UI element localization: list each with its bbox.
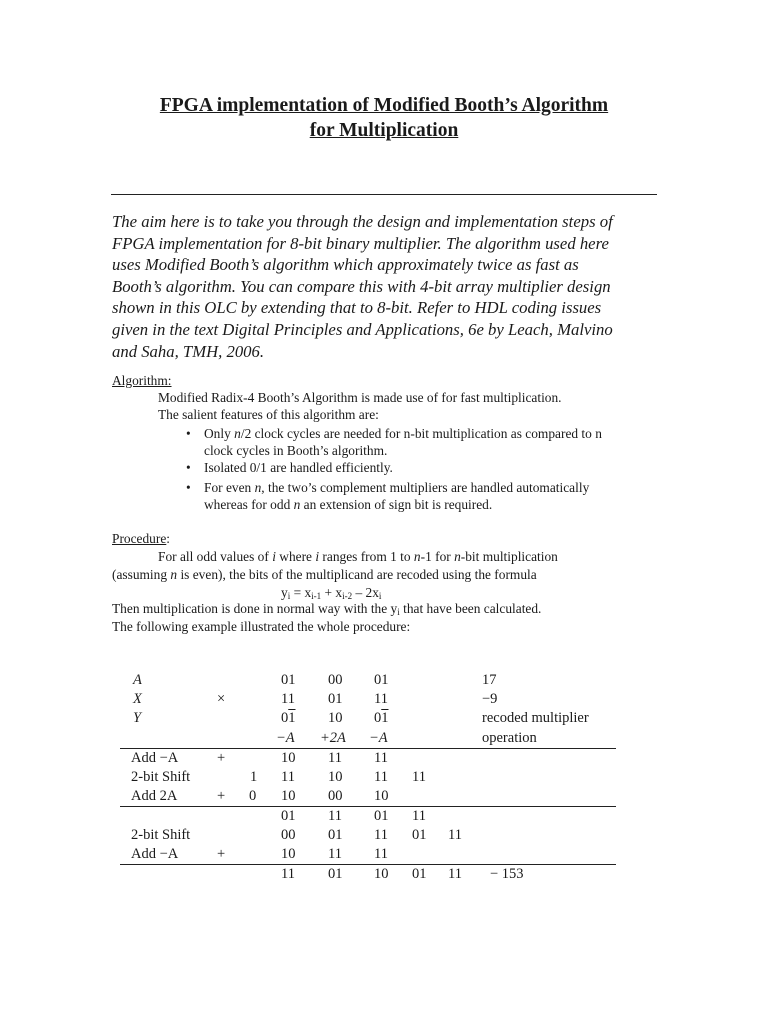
bullet-1-b: /2 clock cycles are needed for n-bit multiplication as compared to n — [240, 426, 602, 441]
p2-a: (assuming — [112, 567, 171, 582]
algorithm-line-1: Modified Radix-4 Booth’s Algorithm is made use of for fast multiplication. — [158, 390, 562, 405]
cell: 11 — [374, 750, 388, 766]
title-line-2: for Multiplication — [309, 120, 459, 141]
cell: 10 — [281, 788, 296, 804]
intro-line: uses Modified Booth’s algorithm which approximately twice as fast as — [112, 255, 579, 275]
cell: 11 — [281, 866, 295, 882]
cell: 10 — [374, 788, 389, 804]
bullet-3-cont-b: an extension of sign bit is required. — [300, 497, 493, 512]
f-p: + x — [321, 585, 343, 600]
bullet-3-text — [204, 479, 589, 496]
result-value: − 153 — [490, 866, 524, 882]
cell: 00 — [328, 672, 343, 688]
f-eq: = x — [290, 585, 312, 600]
bullet-dot: • — [186, 480, 191, 495]
cell: 01 — [281, 672, 296, 688]
cell: 11 — [281, 691, 295, 707]
cell: 11 — [448, 827, 462, 843]
procedure-line-2 — [112, 566, 537, 583]
op: −A — [369, 730, 388, 746]
bullet-1-n: n — [234, 426, 241, 441]
cell: 10 — [328, 710, 343, 726]
bullet-3-cont — [204, 496, 492, 513]
table-rule — [120, 864, 616, 865]
op: −A — [276, 730, 295, 746]
p1-i1: i — [272, 549, 276, 564]
p1-d: -1 for — [420, 549, 455, 564]
bullet-3-b: , the two’s complement multipliers are handled automatically — [261, 480, 590, 495]
f-m: – 2x — [352, 585, 379, 600]
plus-sign: + — [217, 846, 226, 862]
bullet-1-text — [204, 425, 602, 442]
cell: 01 — [412, 866, 427, 882]
recoding-formula — [281, 585, 381, 601]
cell: 11 — [328, 750, 342, 766]
times-sign: × — [217, 691, 226, 707]
bullet-3-cont-n: n — [293, 497, 301, 512]
intro-line: The aim here is to take you through the design and implementation steps of — [112, 212, 613, 231]
cell: 11 — [412, 769, 426, 785]
label-x: X — [133, 691, 142, 707]
cell: 11 — [328, 808, 342, 824]
cell: 10 — [328, 769, 343, 785]
value-a: 17 — [482, 672, 497, 688]
cell: 11 — [374, 827, 388, 843]
p3-b: that have been calculated. — [399, 601, 542, 616]
row-label: 2-bit Shift — [131, 769, 191, 785]
label-y: Y — [133, 710, 142, 726]
procedure-colon: : — [166, 531, 171, 546]
plus-sign: + — [217, 788, 226, 804]
intro-line: FPGA implementation for 8-bit binary multiplier. The algorithm used here — [112, 233, 609, 253]
algorithm-line-2: The salient features of this algorithm are: — [158, 407, 379, 422]
cell: 01 — [412, 827, 427, 843]
cell: 01 — [328, 691, 343, 707]
cell: 10 — [281, 750, 296, 766]
op-label: operation — [482, 730, 537, 746]
value-y: recoded multiplier — [482, 710, 589, 726]
cell: 01 — [281, 808, 296, 824]
cell: 01 — [374, 672, 389, 688]
cell: 00 — [281, 827, 296, 843]
bullet-3-a: For even — [204, 480, 255, 495]
plus-sign: + — [217, 750, 226, 766]
cell — [374, 710, 389, 727]
table-rule — [120, 748, 616, 749]
p3-s: i — [397, 607, 400, 617]
cell-digit: 0 — [281, 710, 289, 726]
p1-n1: n — [413, 549, 421, 564]
p1-e: -bit multiplication — [460, 549, 558, 564]
horizontal-rule — [111, 194, 657, 195]
label-a: A — [133, 672, 142, 688]
cell: 10 — [281, 846, 296, 862]
f-s2: i-2 — [342, 591, 353, 601]
procedure-heading — [112, 530, 170, 547]
bullet-1-cont: clock cycles in Booth’s algorithm. — [204, 443, 388, 458]
op: +2A — [320, 730, 346, 746]
procedure-heading-text: Procedure — [112, 531, 167, 546]
f-y: y — [281, 585, 288, 600]
cell: 01 — [374, 808, 389, 824]
cell: 11 — [328, 846, 342, 862]
intro-line: given in the text Digital Principles and Applications, 6e by Leach, Malvino — [112, 319, 613, 339]
table-rule — [120, 806, 616, 807]
intro-line: and Saha, TMH, 2006. — [112, 341, 265, 361]
cell: 11 — [281, 769, 295, 785]
cell — [281, 710, 296, 727]
row-label: Add 2A — [131, 788, 178, 804]
cell: 01 — [328, 866, 343, 882]
f-s3: i — [378, 591, 382, 601]
carry: 1 — [250, 769, 258, 785]
p1-i2: i — [315, 549, 320, 564]
procedure-line-4: The following example illustrated the whole procedure: — [112, 619, 411, 634]
p1-n2: n — [454, 549, 461, 564]
p1-c: ranges from 1 to — [319, 549, 414, 564]
intro-line: shown in this OLC by extending that to 8-bit. Refer to HDL coding issues — [112, 298, 602, 318]
cell: 11 — [374, 846, 388, 862]
p1-a: For all odd values of — [158, 549, 273, 564]
bullet-dot: • — [186, 460, 191, 475]
row-label: Add −A — [131, 750, 179, 766]
p1-b: where — [275, 549, 316, 564]
f-s1: i-1 — [311, 591, 322, 601]
cell: 11 — [412, 808, 426, 824]
document-title — [0, 93, 768, 143]
p2-b: is even), the bits of the multiplicand are recoded using the formula — [177, 567, 537, 582]
carry: 0 — [249, 788, 257, 804]
intro-paragraph — [112, 211, 652, 362]
intro-line: Booth’s algorithm. You can compare this with 4-bit array multiplier design — [112, 276, 611, 296]
cell: 11 — [448, 866, 462, 882]
cell: 10 — [374, 866, 389, 882]
bullet-dot: • — [186, 426, 191, 441]
procedure-line-1 — [158, 548, 558, 565]
p2-n: n — [170, 567, 178, 582]
bullet-3-cont-a: whereas for odd — [204, 497, 294, 512]
bullet-1-a: Only — [204, 426, 235, 441]
cell: 00 — [328, 788, 343, 804]
cell: 11 — [374, 769, 388, 785]
bullet-2-text: Isolated 0/1 are handled efficiently. — [204, 460, 393, 475]
row-label: 2-bit Shift — [131, 827, 191, 843]
cell: 11 — [374, 691, 388, 707]
cell-bar-digit: 1 — [381, 710, 389, 726]
value-x: −9 — [482, 691, 498, 707]
cell: 01 — [328, 827, 343, 843]
p3-a: Then multiplication is done in normal way with the y — [112, 601, 398, 616]
cell-digit: 0 — [374, 710, 382, 726]
bullet-3-n: n — [254, 480, 262, 495]
title-line-1: FPGA implementation of Modified Booth’s Algorithm — [159, 95, 609, 116]
algorithm-heading: Algorithm: — [112, 373, 172, 388]
f-ys: i — [287, 591, 291, 601]
row-label: Add −A — [131, 846, 179, 862]
cell-bar-digit: 1 — [288, 710, 296, 726]
